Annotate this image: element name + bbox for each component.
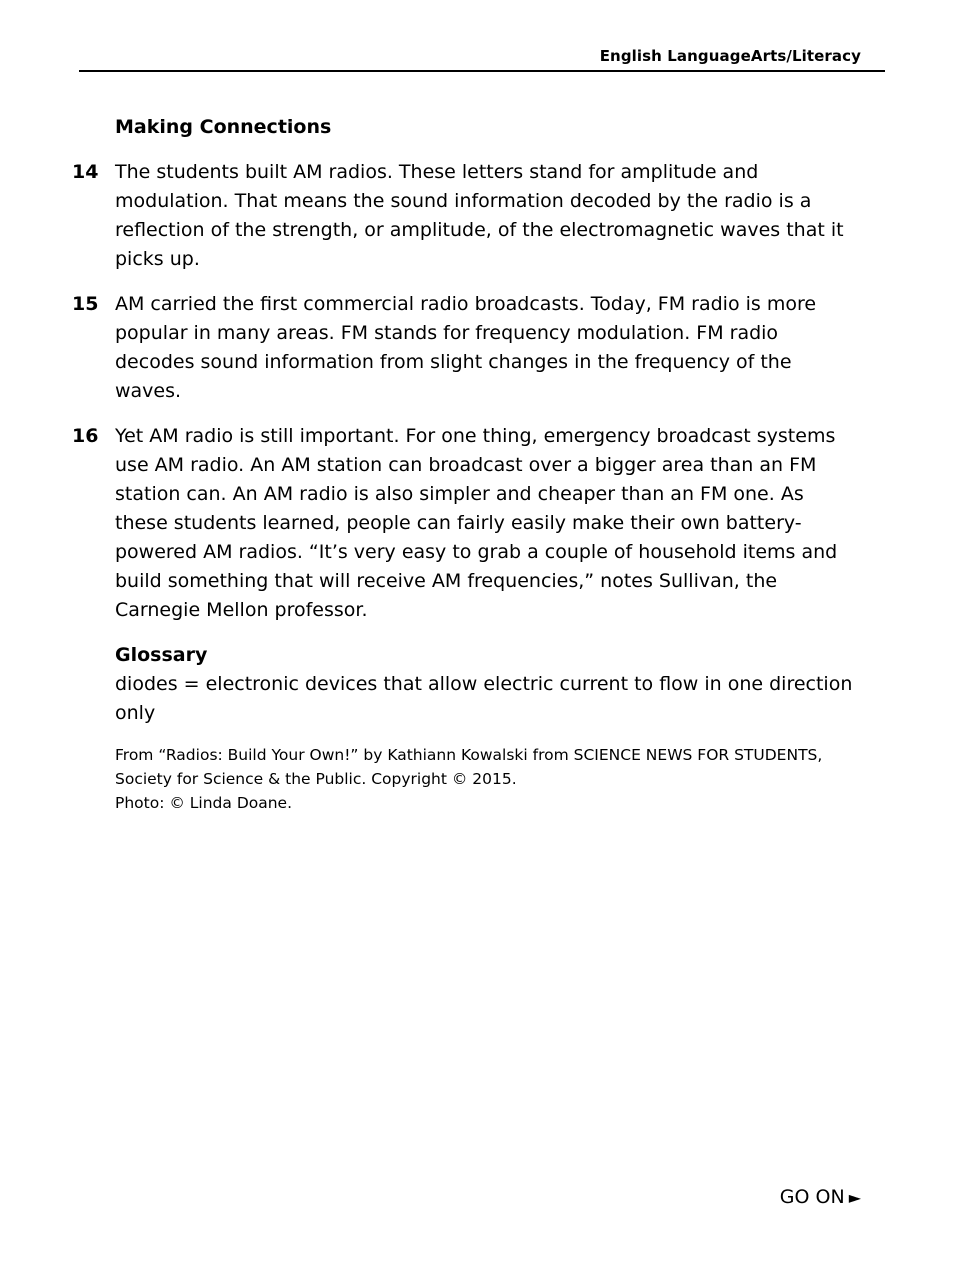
header-divider: [79, 70, 885, 72]
paragraph-number: 16: [72, 425, 99, 447]
paragraph-15: [72, 290, 860, 406]
paragraph-14: [72, 158, 860, 274]
passage-content: [0, 113, 979, 815]
go-on-label: GO ON: [779, 1186, 845, 1208]
citation-photo-credit: Photo: © Linda Doane.: [115, 794, 293, 812]
paragraph-number: 14: [72, 161, 99, 183]
right-arrow-icon: ►: [848, 1188, 861, 1207]
source-citation: [115, 743, 860, 815]
glossary: [115, 641, 860, 728]
glossary-title: Glossary: [115, 644, 208, 666]
paragraph-text: Yet AM radio is still important. For one thing, emergency broadcast systems use AM radio. An AM station can broadcast over a bigger area than an FM station can. An AM radio is also simpler and cheaper than an FM one. As these students learned, people can fairly easily make their own battery-powered AM radios. “It’s very easy to grab a couple of household items and build something that will receive AM frequencies,” notes Sullivan, the Carnegie Mellon professor.: [115, 425, 838, 621]
paragraph-text: AM carried the first commercial radio broadcasts. Today, FM radio is more popular in many areas. FM stands for frequency modulation. FM radio decodes sound information from slight changes in the frequency of the waves.: [115, 293, 817, 402]
citation-source: From “Radios: Build Your Own!” by Kathiann Kowalski from SCIENCE NEWS FOR STUDENTS, Society for Science & the Public. Copyright © 2015.: [115, 746, 823, 788]
paragraph-number: 15: [72, 293, 99, 315]
paragraph-text: The students built AM radios. These letters stand for amplitude and modulation. That means the sound information decoded by the radio is a reflection of the strength, or amplitude, of the electromagnetic waves that it picks up.: [115, 161, 844, 270]
header-subject: English LanguageArts/Literacy: [599, 47, 861, 65]
go-on-indicator: [780, 1184, 861, 1211]
section-heading: Making Connections: [115, 116, 332, 138]
glossary-entry: diodes = electronic devices that allow electric current to flow in one direction only: [115, 673, 853, 724]
paragraph-16: [72, 422, 860, 625]
